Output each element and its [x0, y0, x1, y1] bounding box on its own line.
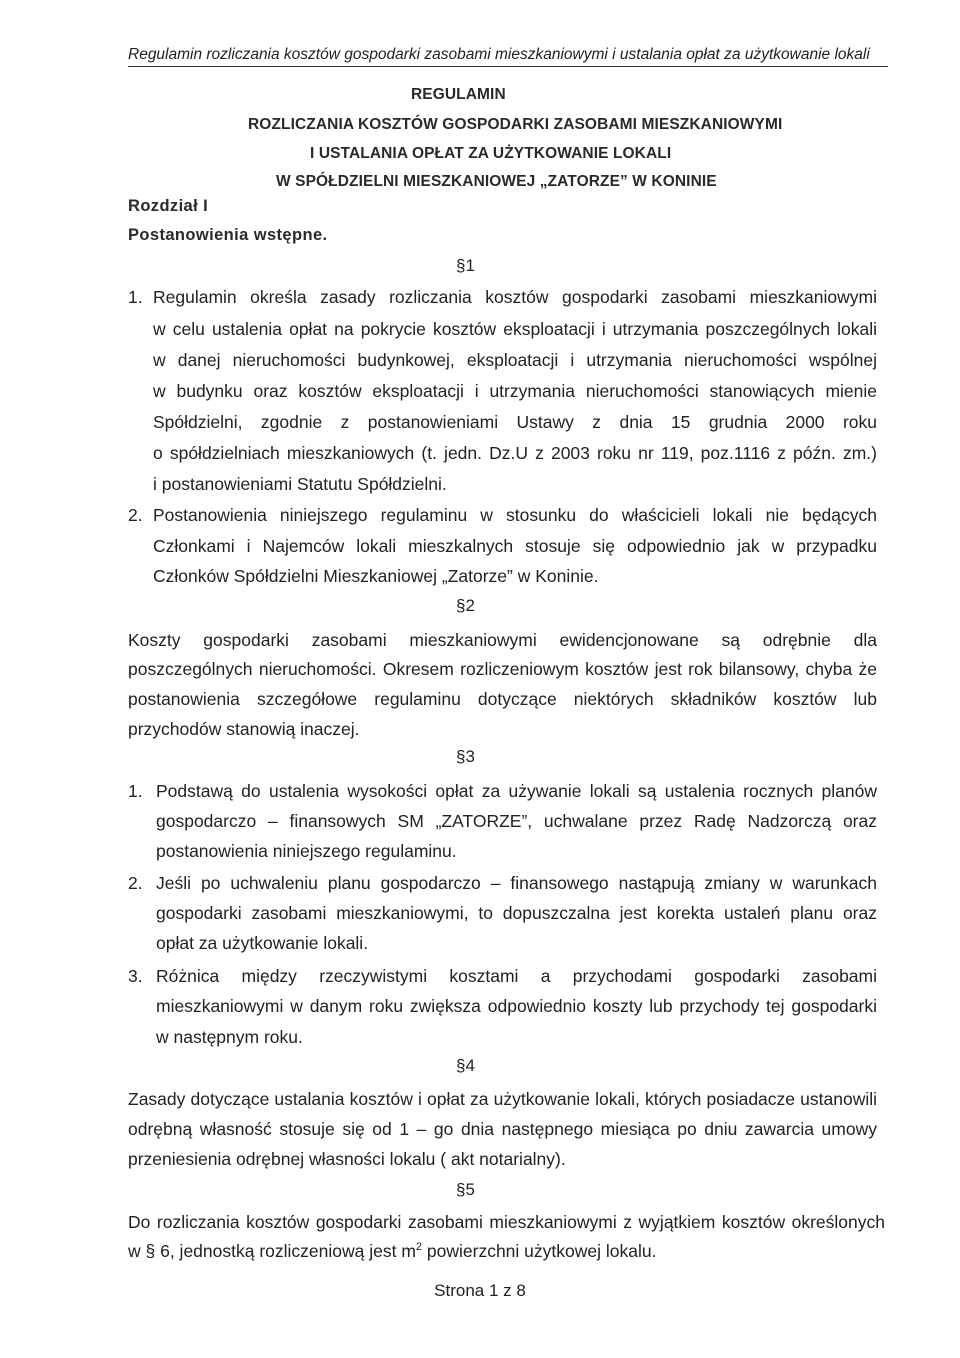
- s3-item-line: w następnym roku.: [156, 1027, 303, 1047]
- s3-item-number: 3.: [128, 966, 143, 986]
- title-line-2: ROZLICZANIA KOSZTÓW GOSPODARKI ZASOBAMI MIESZKANIOWYMI: [248, 116, 783, 133]
- s1-p1-number: 1.: [128, 287, 143, 307]
- s3-item-line: opłat za użytkowanie lokali.: [156, 933, 369, 953]
- s5-line-2: [128, 1241, 656, 1262]
- s4-line: przeniesienia odrębnej własności lokalu ( akt notarialny).: [128, 1149, 566, 1169]
- s2-line: przychodów stanowią inaczej.: [128, 719, 360, 739]
- s1-p1-line: w budynku oraz kosztów eksploatacji i utrzymania nieruchomości stanowiących mienie: [153, 381, 877, 401]
- s5-line-2-text: w § 6, jednostką rozliczeniową jest m: [128, 1241, 416, 1261]
- title-line-4: W SPÓŁDZIELNI MIESZKANIOWEJ „ZATORZE” W KONINIE: [276, 173, 717, 190]
- chapter-subtitle: Postanowienia wstępne.: [128, 226, 328, 244]
- title-line-1: REGULAMIN: [411, 86, 506, 103]
- section-mark-4: §4: [456, 1056, 475, 1075]
- s4-line: odrębną własność stosuje się od 1 – go dnia następnego miesiąca po dniu zawarcia umowy: [128, 1119, 877, 1139]
- superscript-2: 2: [415, 1241, 423, 1254]
- title-line-3: I USTALANIA OPŁAT ZA UŻYTKOWANIE LOKALI: [310, 145, 672, 162]
- s3-item-line: mieszkaniowymi w danym roku zwiększa odpowiednio koszty lub przychody tej gospodarki: [156, 996, 877, 1016]
- s3-item-number: 2.: [128, 873, 143, 893]
- s3-item-line: postanowienia niniejszego regulaminu.: [156, 841, 457, 861]
- s1-p2-line: Postanowienia niniejszego regulaminu w stosunku do właścicieli lokali nie będących: [153, 505, 877, 525]
- s2-line: poszczególnych nieruchomości. Okresem rozliczeniowym kosztów jest rok bilansowy, chyba że: [128, 659, 877, 679]
- s5-line: Do rozliczania kosztów gospodarki zasobami mieszkaniowymi z wyjątkiem kosztów określonych: [128, 1212, 885, 1232]
- page-footer: Strona 1 z 8: [434, 1281, 526, 1300]
- s1-p1-line: w celu ustalenia opłat na pokrycie kosztów eksploatacji i utrzymania poszczególnych lokali: [153, 319, 877, 339]
- s3-item-line: gospodarki zasobami mieszkaniowymi, to dopuszczalna jest korekta ustaleń planu oraz: [156, 903, 877, 923]
- s4-line: Zasady dotyczące ustalania kosztów i opłat za użytkowanie lokali, których posiadacze ustanowili: [128, 1089, 877, 1109]
- section-mark-3: §3: [456, 747, 475, 766]
- s3-item-line: Różnica między rzeczywistymi kosztami a przychodami gospodarki zasobami: [156, 966, 877, 986]
- s1-p1-line: w danej nieruchomości budynkowej, eksploatacji i utrzymania nieruchomości wspólnej: [153, 350, 877, 370]
- s3-item-line: Jeśli po uchwaleniu planu gospodarczo – finansowego nastąpują zmiany w warunkach: [156, 873, 877, 893]
- s1-p1-line: i postanowieniami Statutu Spółdzielni.: [153, 474, 447, 494]
- running-header: Regulamin rozliczania kosztów gospodarki zasobami mieszkaniowymi i ustalania opłat za użytkowanie lokali: [128, 46, 888, 67]
- s1-p1-line: o spółdzielniach mieszkaniowych (t. jedn. Dz.U z 2003 roku nr 119, poz.1116 z późn. zm.): [153, 443, 877, 463]
- section-mark-1: §1: [456, 256, 475, 275]
- s5-line-2-text-end: powierzchni użytkowej lokalu.: [422, 1241, 657, 1261]
- s2-line: postanowienia szczegółowe regulaminu dotyczące niektórych składników kosztów lub: [128, 689, 877, 709]
- s3-item-line: Podstawą do ustalenia wysokości opłat za używanie lokali są ustalenia rocznych planów: [156, 781, 877, 801]
- s2-line: Koszty gospodarki zasobami mieszkaniowymi ewidencjonowane są odrębnie dla: [128, 630, 877, 650]
- s3-item-line: gospodarczo – finansowych SM „ZATORZE”, uchwalane przez Radę Nadzorczą oraz: [156, 811, 877, 831]
- s3-item-number: 1.: [128, 781, 143, 801]
- s1-p1-line: Spółdzielni, zgodnie z postanowieniami Ustawy z dnia 15 grudnia 2000 roku: [153, 412, 877, 432]
- s1-p2-number: 2.: [128, 505, 143, 525]
- section-mark-2: §2: [456, 596, 475, 615]
- s1-p2-line: Członkami i Najemców lokali mieszkalnych stosuje się odpowiednio jak w przypadku: [153, 536, 877, 556]
- s1-p2-line: Członków Spółdzielni Mieszkaniowej „Zatorze” w Koninie.: [153, 566, 599, 586]
- chapter-heading: Rozdział I: [128, 197, 209, 215]
- section-mark-5: §5: [456, 1180, 475, 1199]
- s1-p1-line: Regulamin określa zasady rozliczania kosztów gospodarki zasobami mieszkaniowymi: [153, 287, 877, 307]
